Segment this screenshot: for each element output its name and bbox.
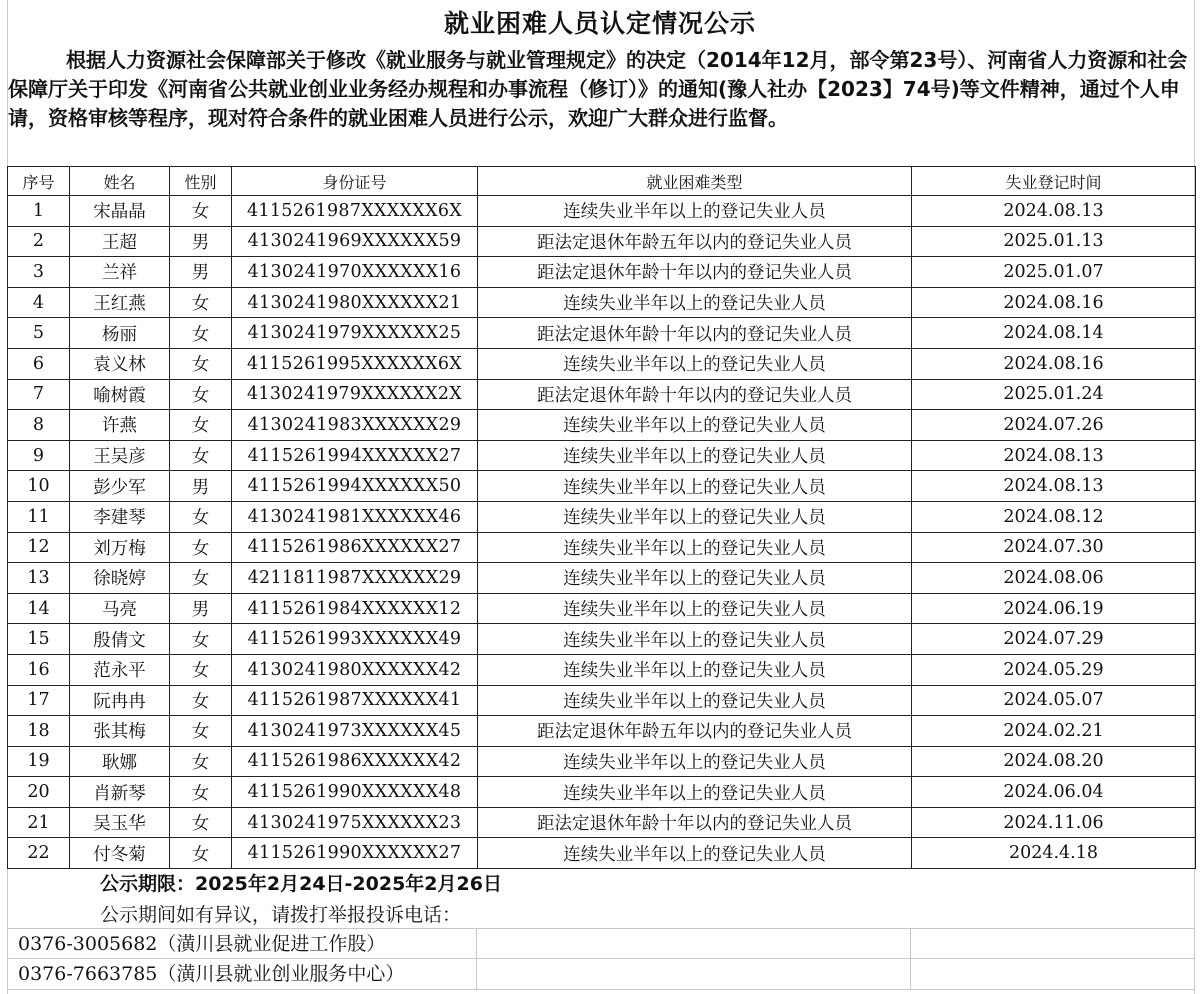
table-row bbox=[8, 563, 1196, 594]
cell-index: 4 bbox=[8, 287, 70, 318]
table-row bbox=[8, 777, 1196, 808]
cell-index: 19 bbox=[8, 746, 70, 777]
cell-difficulty-type: 连续失业半年以上的登记失业人员 bbox=[478, 410, 912, 441]
cell-id-number: 4211811987XXXXXX29 bbox=[232, 563, 478, 594]
cell-gender: 女 bbox=[170, 777, 232, 808]
cell-difficulty-type: 连续失业半年以上的登记失业人员 bbox=[478, 196, 912, 227]
cell-registration-date: 2024.11.06 bbox=[912, 807, 1196, 838]
table-row bbox=[8, 226, 1196, 257]
phone-contact: 0376-7663785（潢川县就业创业服务中心） bbox=[18, 963, 405, 985]
cell-name: 张其梅 bbox=[70, 716, 170, 747]
cell-id-number: 4115261987XXXXXX41 bbox=[232, 685, 478, 716]
cell-index: 8 bbox=[8, 410, 70, 441]
table-header-row bbox=[8, 167, 1196, 196]
table-row bbox=[8, 532, 1196, 563]
cell-gender: 女 bbox=[170, 196, 232, 227]
cell-registration-date: 2024.05.07 bbox=[912, 685, 1196, 716]
cell-registration-date: 2025.01.24 bbox=[912, 379, 1196, 410]
cell-id-number: 4130241975XXXXXX23 bbox=[232, 807, 478, 838]
cell-index: 6 bbox=[8, 348, 70, 379]
table-row bbox=[8, 440, 1196, 471]
cell-id-number: 4115261986XXXXXX42 bbox=[232, 746, 478, 777]
cell-name: 刘万梅 bbox=[70, 532, 170, 563]
cell-difficulty-type: 连续失业半年以上的登记失业人员 bbox=[478, 501, 912, 532]
cell-registration-date: 2025.01.07 bbox=[912, 257, 1196, 288]
header-id-number: 身份证号 bbox=[232, 167, 478, 196]
cell-index: 14 bbox=[8, 593, 70, 624]
cell-id-number: 4115261990XXXXXX48 bbox=[232, 777, 478, 808]
cell-index: 12 bbox=[8, 532, 70, 563]
cell-registration-date: 2025.01.13 bbox=[912, 226, 1196, 257]
cell-id-number: 4115261993XXXXXX49 bbox=[232, 624, 478, 655]
cell-registration-date: 2024.06.19 bbox=[912, 593, 1196, 624]
table-row bbox=[8, 807, 1196, 838]
cell-id-number: 4115261990XXXXXX27 bbox=[232, 838, 478, 869]
cell-gender: 男 bbox=[170, 257, 232, 288]
cell-name: 彭少军 bbox=[70, 471, 170, 502]
header-gender: 性别 bbox=[170, 167, 232, 196]
cell-name: 王吴彦 bbox=[70, 440, 170, 471]
gridline bbox=[7, 989, 1195, 990]
cell-difficulty-type: 连续失业半年以上的登记失业人员 bbox=[478, 654, 912, 685]
cell-name: 阮冉冉 bbox=[70, 685, 170, 716]
cell-name: 耿娜 bbox=[70, 746, 170, 777]
cell-id-number: 4115261984XXXXXX12 bbox=[232, 593, 478, 624]
objection-note: 公示期间如有异议，请拨打举报投诉电话： bbox=[100, 904, 462, 926]
cell-name: 喻树霞 bbox=[70, 379, 170, 410]
cell-registration-date: 2024.08.13 bbox=[912, 196, 1196, 227]
table-row bbox=[8, 196, 1196, 227]
cell-gender: 女 bbox=[170, 318, 232, 349]
cell-gender: 女 bbox=[170, 501, 232, 532]
cell-index: 22 bbox=[8, 838, 70, 869]
cell-id-number: 4130241981XXXXXX46 bbox=[232, 501, 478, 532]
gridline bbox=[476, 928, 477, 990]
cell-index: 3 bbox=[8, 257, 70, 288]
cell-registration-date: 2024.07.30 bbox=[912, 532, 1196, 563]
cell-index: 9 bbox=[8, 440, 70, 471]
cell-difficulty-type: 连续失业半年以上的登记失业人员 bbox=[478, 287, 912, 318]
cell-registration-date: 2024.08.12 bbox=[912, 501, 1196, 532]
cell-registration-date: 2024.08.20 bbox=[912, 746, 1196, 777]
cell-difficulty-type: 距法定退休年龄十年以内的登记失业人员 bbox=[478, 257, 912, 288]
header-difficulty-type: 就业困难类型 bbox=[478, 167, 912, 196]
table-row bbox=[8, 685, 1196, 716]
cell-registration-date: 2024.08.13 bbox=[912, 471, 1196, 502]
cell-gender: 女 bbox=[170, 807, 232, 838]
cell-id-number: 4130241979XXXXXX25 bbox=[232, 318, 478, 349]
cell-name: 王红燕 bbox=[70, 287, 170, 318]
cell-index: 7 bbox=[8, 379, 70, 410]
cell-gender: 男 bbox=[170, 593, 232, 624]
cell-id-number: 4130241980XXXXXX21 bbox=[232, 287, 478, 318]
cell-name: 吴玉华 bbox=[70, 807, 170, 838]
cell-name: 范永平 bbox=[70, 654, 170, 685]
table-row bbox=[8, 593, 1196, 624]
cell-registration-date: 2024.06.04 bbox=[912, 777, 1196, 808]
phone-contact: 0376-3005682（潢川县就业促进工作股） bbox=[18, 933, 386, 955]
cell-registration-date: 2024.02.21 bbox=[912, 716, 1196, 747]
cell-name: 杨丽 bbox=[70, 318, 170, 349]
applicant-table bbox=[7, 166, 1196, 869]
cell-index: 16 bbox=[8, 654, 70, 685]
table-row bbox=[8, 471, 1196, 502]
cell-id-number: 4130241979XXXXXX2X bbox=[232, 379, 478, 410]
cell-index: 13 bbox=[8, 563, 70, 594]
cell-name: 李建琴 bbox=[70, 501, 170, 532]
cell-gender: 女 bbox=[170, 685, 232, 716]
cell-index: 17 bbox=[8, 685, 70, 716]
cell-index: 1 bbox=[8, 196, 70, 227]
table-row bbox=[8, 379, 1196, 410]
table-row bbox=[8, 654, 1196, 685]
table-row bbox=[8, 838, 1196, 869]
header-name: 姓名 bbox=[70, 167, 170, 196]
cell-name: 王超 bbox=[70, 226, 170, 257]
cell-id-number: 4115261986XXXXXX27 bbox=[232, 532, 478, 563]
gridline bbox=[7, 958, 1195, 959]
cell-difficulty-type: 连续失业半年以上的登记失业人员 bbox=[478, 746, 912, 777]
cell-difficulty-type: 距法定退休年龄五年以内的登记失业人员 bbox=[478, 226, 912, 257]
cell-id-number: 4115261995XXXXXX6X bbox=[232, 348, 478, 379]
cell-name: 殷倩文 bbox=[70, 624, 170, 655]
cell-name: 袁义林 bbox=[70, 348, 170, 379]
cell-gender: 女 bbox=[170, 838, 232, 869]
cell-difficulty-type: 连续失业半年以上的登记失业人员 bbox=[478, 593, 912, 624]
cell-index: 15 bbox=[8, 624, 70, 655]
cell-difficulty-type: 连续失业半年以上的登记失业人员 bbox=[478, 563, 912, 594]
cell-registration-date: 2024.07.29 bbox=[912, 624, 1196, 655]
cell-name: 徐晓婷 bbox=[70, 563, 170, 594]
cell-id-number: 4130241973XXXXXX45 bbox=[232, 716, 478, 747]
page-title: 就业困难人员认定情况公示 bbox=[443, 9, 756, 38]
cell-registration-date: 2024.08.16 bbox=[912, 348, 1196, 379]
cell-index: 5 bbox=[8, 318, 70, 349]
cell-id-number: 4115261994XXXXXX27 bbox=[232, 440, 478, 471]
cell-id-number: 4130241983XXXXXX29 bbox=[232, 410, 478, 441]
cell-difficulty-type: 连续失业半年以上的登记失业人员 bbox=[478, 777, 912, 808]
cell-index: 10 bbox=[8, 471, 70, 502]
gridline bbox=[910, 928, 911, 990]
cell-difficulty-type: 连续失业半年以上的登记失业人员 bbox=[478, 348, 912, 379]
cell-name: 许燕 bbox=[70, 410, 170, 441]
table-row bbox=[8, 501, 1196, 532]
cell-name: 宋晶晶 bbox=[70, 196, 170, 227]
cell-difficulty-type: 连续失业半年以上的登记失业人员 bbox=[478, 838, 912, 869]
cell-difficulty-type: 距法定退休年龄十年以内的登记失业人员 bbox=[478, 318, 912, 349]
cell-difficulty-type: 连续失业半年以上的登记失业人员 bbox=[478, 440, 912, 471]
intro-paragraph: 根据人力资源社会保障部关于修改《就业服务与就业管理规定》的决定（2014年12月，部令第23号）、河南省人力资源和社会保障厅关于印发《河南省公共就业创业业务经办规程和办事流程（修订）》的通知(豫人社办【2023】74号)等文件精神，通过个人申请，资格审核等程序，现对符合条件的就业困难人员进行公示，欢迎广大群众进行监督。 bbox=[8, 48, 1188, 130]
cell-id-number: 4130241969XXXXXX59 bbox=[232, 226, 478, 257]
table-row bbox=[8, 716, 1196, 747]
cell-gender: 女 bbox=[170, 746, 232, 777]
cell-id-number: 4115261994XXXXXX50 bbox=[232, 471, 478, 502]
cell-registration-date: 2024.08.06 bbox=[912, 563, 1196, 594]
cell-gender: 女 bbox=[170, 532, 232, 563]
cell-difficulty-type: 连续失业半年以上的登记失业人员 bbox=[478, 685, 912, 716]
table-row bbox=[8, 257, 1196, 288]
cell-gender: 女 bbox=[170, 379, 232, 410]
cell-registration-date: 2024.05.29 bbox=[912, 654, 1196, 685]
cell-registration-date: 2024.08.16 bbox=[912, 287, 1196, 318]
cell-gender: 女 bbox=[170, 654, 232, 685]
cell-gender: 男 bbox=[170, 471, 232, 502]
cell-gender: 女 bbox=[170, 716, 232, 747]
cell-difficulty-type: 距法定退休年龄十年以内的登记失业人员 bbox=[478, 379, 912, 410]
cell-registration-date: 2024.07.26 bbox=[912, 410, 1196, 441]
cell-id-number: 4115261987XXXXXX6X bbox=[232, 196, 478, 227]
cell-gender: 女 bbox=[170, 410, 232, 441]
cell-id-number: 4130241970XXXXXX16 bbox=[232, 257, 478, 288]
cell-name: 付冬菊 bbox=[70, 838, 170, 869]
header-index: 序号 bbox=[8, 167, 70, 196]
cell-difficulty-type: 连续失业半年以上的登记失业人员 bbox=[478, 624, 912, 655]
cell-name: 兰祥 bbox=[70, 257, 170, 288]
table-row bbox=[8, 318, 1196, 349]
table-row bbox=[8, 410, 1196, 441]
table-row bbox=[8, 287, 1196, 318]
cell-index: 20 bbox=[8, 777, 70, 808]
cell-gender: 女 bbox=[170, 563, 232, 594]
table-row bbox=[8, 624, 1196, 655]
table-row bbox=[8, 746, 1196, 777]
cell-index: 11 bbox=[8, 501, 70, 532]
cell-gender: 女 bbox=[170, 440, 232, 471]
cell-difficulty-type: 连续失业半年以上的登记失业人员 bbox=[478, 471, 912, 502]
header-registration-date: 失业登记时间 bbox=[912, 167, 1196, 196]
cell-difficulty-type: 距法定退休年龄五年以内的登记失业人员 bbox=[478, 716, 912, 747]
cell-name: 马亮 bbox=[70, 593, 170, 624]
cell-gender: 女 bbox=[170, 348, 232, 379]
cell-registration-date: 2024.4.18 bbox=[912, 838, 1196, 869]
cell-name: 肖新琴 bbox=[70, 777, 170, 808]
cell-difficulty-type: 连续失业半年以上的登记失业人员 bbox=[478, 532, 912, 563]
cell-gender: 女 bbox=[170, 287, 232, 318]
notice-period: 公示期限：2025年2月24日-2025年2月26日 bbox=[100, 873, 502, 895]
cell-registration-date: 2024.08.14 bbox=[912, 318, 1196, 349]
table-row bbox=[8, 348, 1196, 379]
cell-gender: 女 bbox=[170, 624, 232, 655]
cell-index: 18 bbox=[8, 716, 70, 747]
cell-gender: 男 bbox=[170, 226, 232, 257]
cell-index: 21 bbox=[8, 807, 70, 838]
cell-registration-date: 2024.08.13 bbox=[912, 440, 1196, 471]
cell-id-number: 4130241980XXXXXX42 bbox=[232, 654, 478, 685]
cell-difficulty-type: 距法定退休年龄十年以内的登记失业人员 bbox=[478, 807, 912, 838]
cell-index: 2 bbox=[8, 226, 70, 257]
